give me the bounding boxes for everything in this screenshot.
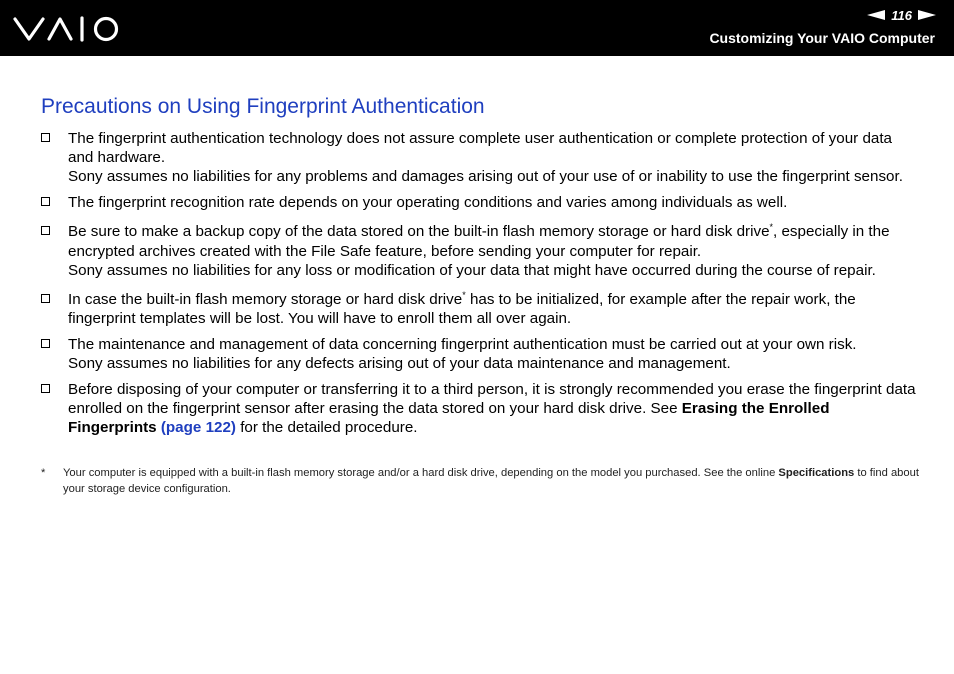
item-text xyxy=(68,290,921,328)
vaio-logo xyxy=(12,14,122,44)
page-number: 116 xyxy=(891,7,912,23)
footnote-text-end: to find about your storage device configuration. xyxy=(63,467,919,495)
next-page-arrow-icon[interactable] xyxy=(918,10,936,20)
footnote-mark: * xyxy=(41,467,46,479)
list-item xyxy=(41,129,921,187)
item-text-end: has to be initialized, for example after the repair work, the fingerprint templates will be lost. You will have to enroll them all over again. xyxy=(68,290,856,328)
footnote-reference: * xyxy=(462,289,466,300)
item-text: Sony assumes no liabilities for any defects arising out of your data maintenance and management. xyxy=(68,355,731,373)
item-text-end: for the detailed procedure. xyxy=(235,419,418,437)
footnote-text-start: Your computer is equipped with a built-in flash memory storage and/or a hard disk drive, depending on the model you purchased. See the online xyxy=(63,467,779,479)
item-text: The fingerprint recognition rate depends on your operating conditions and varies among individuals as well. xyxy=(68,194,788,212)
list-item xyxy=(41,290,921,328)
cross-reference-title: Erasing the Enrolled Fingerprints xyxy=(68,399,830,437)
checkbox-bullet-icon xyxy=(41,197,50,206)
checkbox-bullet-icon xyxy=(41,226,50,235)
item-text xyxy=(68,222,921,260)
previous-page-arrow-icon[interactable] xyxy=(867,10,885,20)
footnote-reference: * xyxy=(769,222,774,233)
item-text: Sony assumes no liabilities for any problems and damages arising out of your use of or inability to use the fingerprint sensor. xyxy=(68,168,903,186)
checkbox-bullet-icon xyxy=(41,133,50,142)
checkbox-bullet-icon xyxy=(41,384,50,393)
checkbox-bullet-icon xyxy=(41,339,50,348)
list-item xyxy=(41,335,921,373)
section-title: Customizing Your VAIO Computer xyxy=(709,30,935,46)
checkbox-bullet-icon xyxy=(41,294,50,303)
footnote-specifications: Specifications xyxy=(778,467,855,479)
item-text: The fingerprint authentication technology does not assure complete user authentication or complete protection of your data and hardware. xyxy=(68,130,893,167)
item-text-end: , especially in the encrypted archives created with the File Safe feature, before sending your computer for repair. xyxy=(68,223,890,260)
item-text-start: Before disposing of your computer or transferring it to a third person, it is strongly recommended you erase the fingerprint data enrolled on the fingerprint sensor after erasing the data stored on your hard disk drive. See xyxy=(68,380,916,417)
footnote xyxy=(41,465,943,497)
item-text xyxy=(68,380,921,438)
page-122-link[interactable]: (page 122) xyxy=(160,419,236,437)
page-navigator xyxy=(867,7,936,23)
list-item xyxy=(41,380,921,438)
item-text-start: In case the built-in flash memory storage or hard disk drive xyxy=(68,290,463,308)
list-item xyxy=(41,193,921,212)
item-text: Sony assumes no liabilities for any loss or modification of your data that might have occurred during the course of repair. xyxy=(68,261,876,279)
item-text: The maintenance and management of data concerning fingerprint authentication must be carried out at your own risk. xyxy=(68,335,857,353)
precautions-list xyxy=(41,129,921,437)
page-title: Precautions on Using Fingerprint Authentication xyxy=(41,95,485,118)
item-text-start: Be sure to make a backup copy of the data stored on the built-in flash memory storage or hard disk drive xyxy=(68,223,770,241)
list-item xyxy=(41,222,921,280)
page-header xyxy=(0,0,954,56)
